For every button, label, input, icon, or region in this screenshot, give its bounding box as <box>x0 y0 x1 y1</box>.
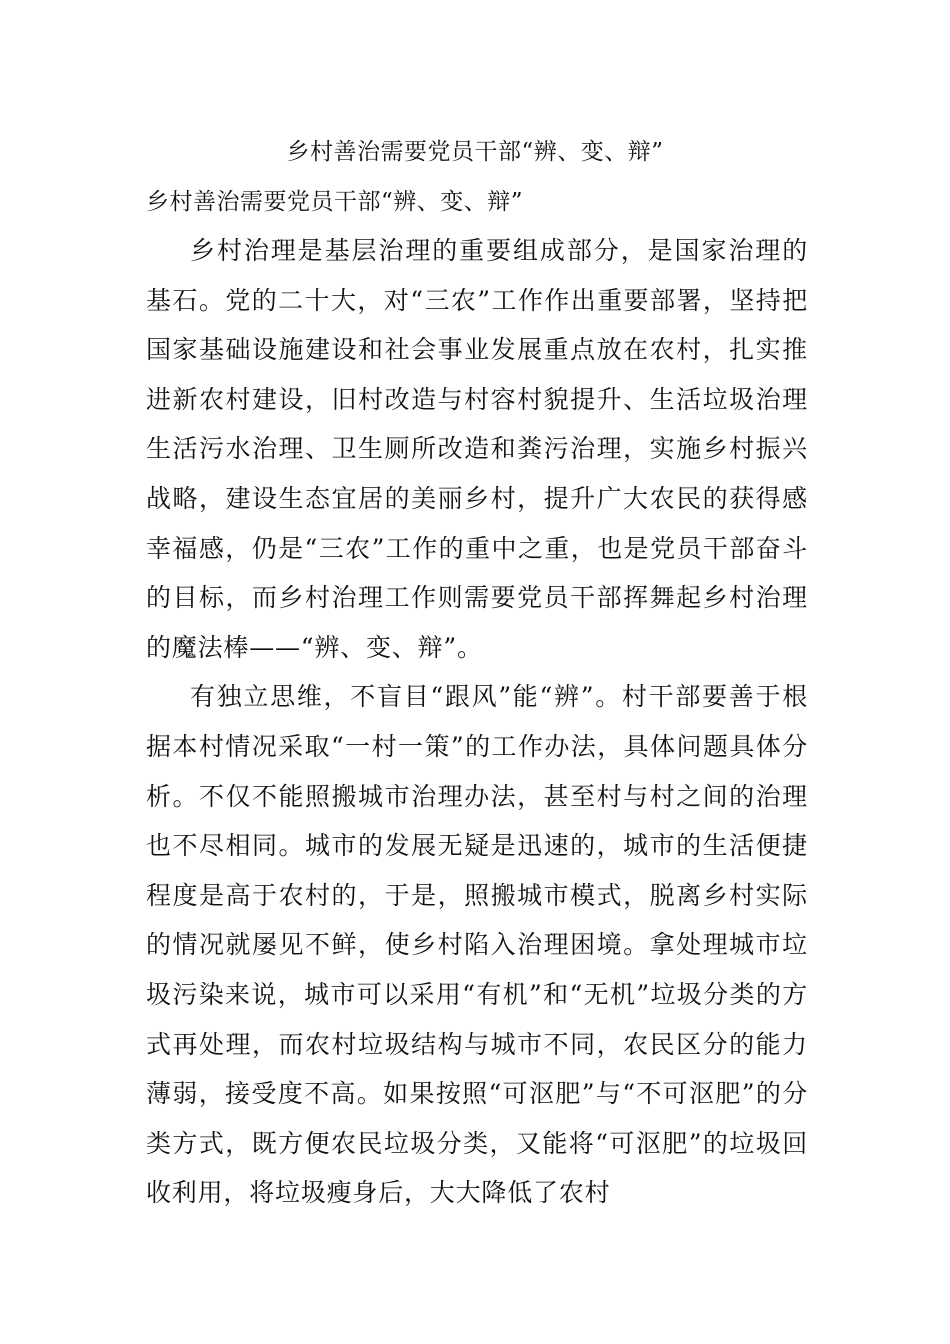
document-body <box>146 226 808 1218</box>
document-subtitle: 乡村善治需要党员干部“辨、变、辩” <box>146 189 524 215</box>
paragraph-intro: 乡村治理是基层治理的重要组成部分，是国家治理的基石。党的二十大，对“三农”工作作出重要部署，坚持把国家基础设施建设和社会事业发展重点放在农村，扎实推进新农村建设，旧村改造与村容村貌提升、生活垃圾治理生活污水治理、卫生厕所改造和粪污治理，实施乡村振兴战略，建设生态宜居的美丽乡村，提升广大农民的获得感幸福感，仍是“三农”工作的重中之重，也是党员干部奋斗的目标，而乡村治理工作则需要党员干部挥舞起乡村治理的魔法棒——“辨、变、辩”。 <box>146 236 808 662</box>
document-title: 乡村善治需要党员干部“辨、变、辩” <box>286 139 664 165</box>
paragraph-discern: 有独立思维，不盲目“跟风”能“辨”。村干部要善于根据本村情况采取“一村一策”的工作办法，具体问题具体分析。不仅不能照搬城市治理办法，甚至村与村之间的治理也不尽相同。城市的发展无疑是迅速的，城市的生活便捷程度是高于农村的，于是，照搬城市模式，脱离乡村实际的情况就屡见不鲜，使乡村陷入治理困境。拿处理城市垃圾污染来说，城市可以采用“有机”和“无机”垃圾分类的方式再处理，而农村垃圾结构与城市不同，农民区分的能力薄弱，接受度不高。如果按照“可沤肥”与“不可沤肥”的分类方式，既方便农民垃圾分类，又能将“可沤肥”的垃圾回收利用，将垃圾瘦身后，大大降低了农村 <box>146 682 808 1208</box>
